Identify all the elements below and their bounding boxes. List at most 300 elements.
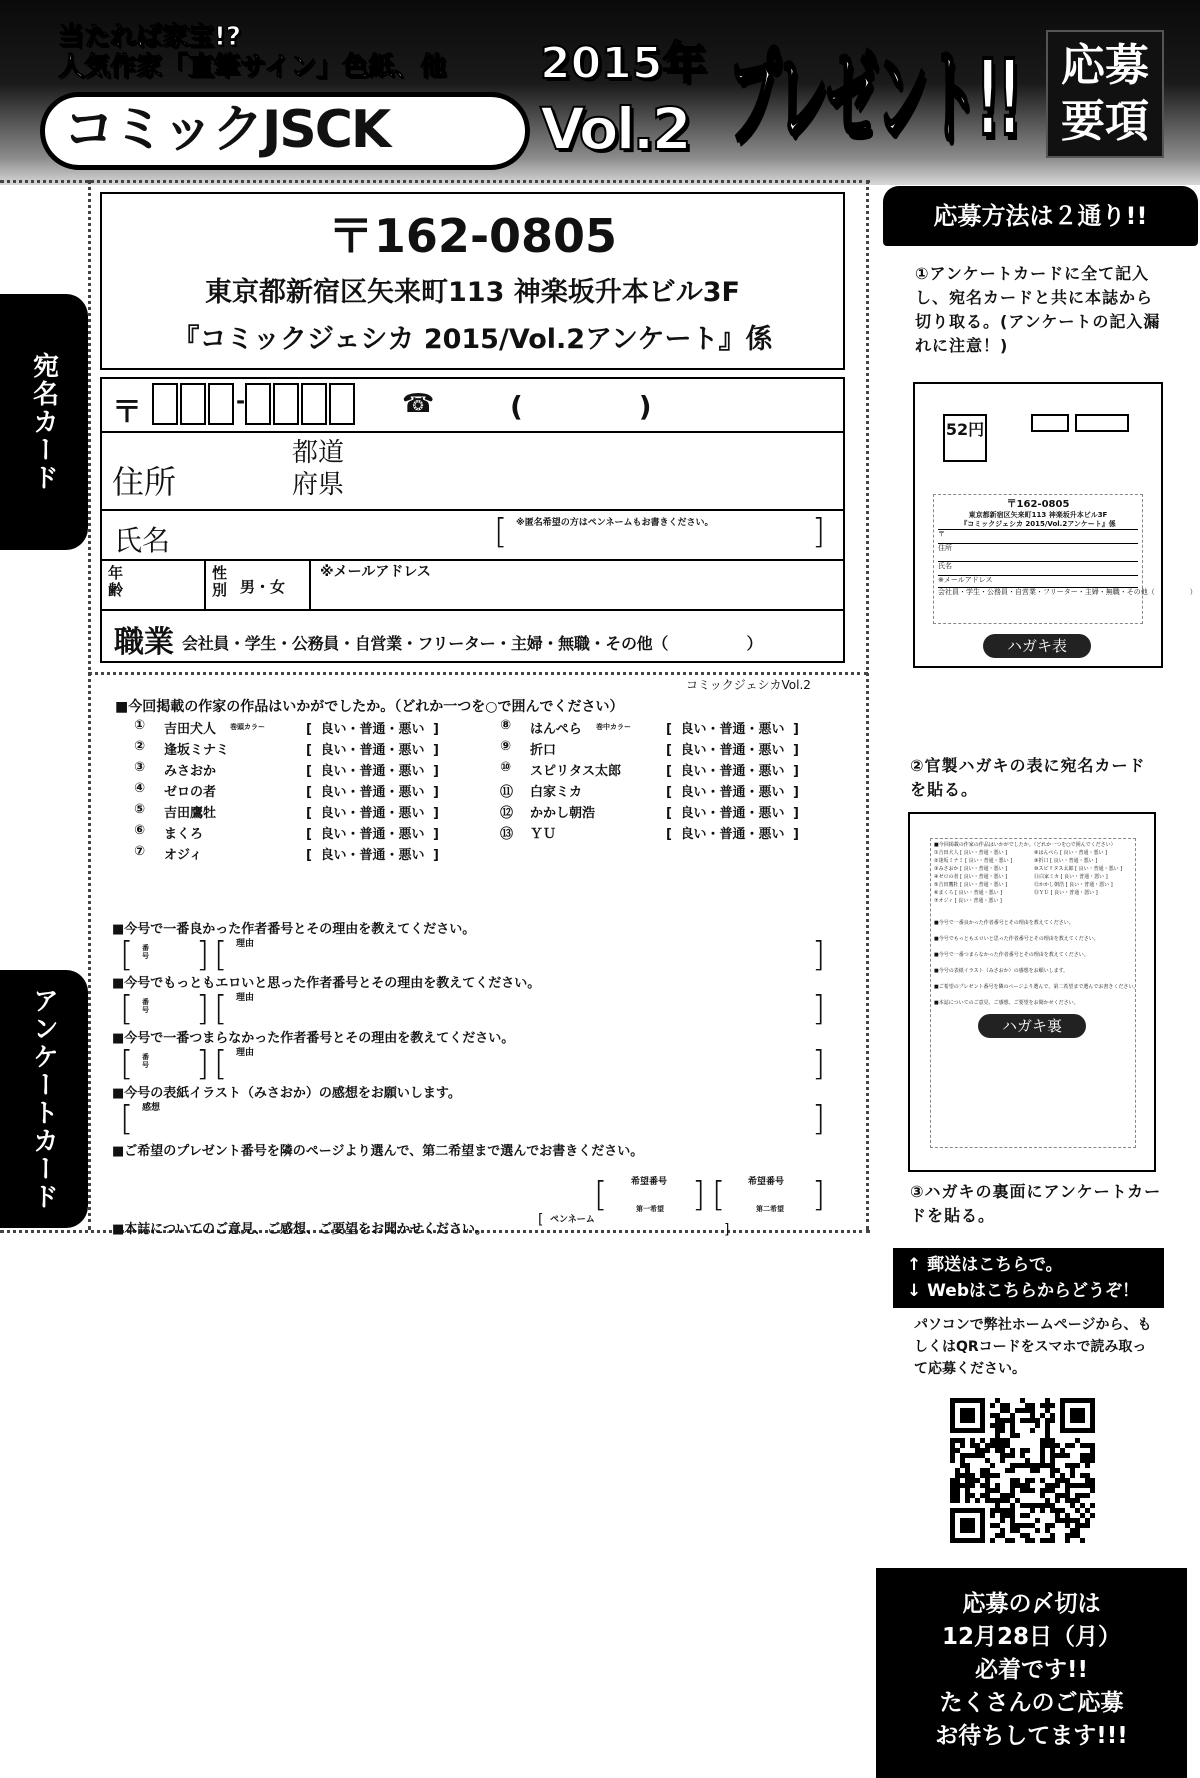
address-label: 住所 xyxy=(112,463,177,501)
qr-module xyxy=(1085,1523,1090,1528)
rating-options[interactable]: [ 良い・普通・悪い ] xyxy=(666,743,799,758)
author-name: 白家ミカ xyxy=(530,785,583,800)
qr-module xyxy=(1080,1513,1085,1518)
qr-module xyxy=(995,1433,1000,1438)
address-zip: 〒162-0805 xyxy=(327,209,618,263)
qr-module xyxy=(1050,1463,1055,1468)
qr-module xyxy=(1010,1428,1015,1433)
qr-module xyxy=(1050,1538,1055,1543)
qr-module xyxy=(1065,1498,1070,1503)
qr-module xyxy=(1055,1513,1060,1518)
qr-module xyxy=(1045,1408,1050,1413)
author-number-input[interactable] xyxy=(154,1047,192,1081)
author-name: 吉田犬人 xyxy=(164,722,217,737)
qr-module xyxy=(955,1498,960,1503)
qr-module xyxy=(985,1493,990,1498)
number-label: 番号 xyxy=(142,944,149,960)
bracket-open: [ xyxy=(214,935,228,975)
qr-module xyxy=(995,1413,1000,1418)
qr-module xyxy=(1045,1523,1050,1528)
qr-module xyxy=(1025,1463,1030,1468)
qr-module xyxy=(1065,1513,1070,1518)
mini-zip xyxy=(1075,414,1129,432)
qr-module xyxy=(1045,1403,1050,1408)
methods-title: 応募方法は２通り!! xyxy=(883,186,1198,246)
qr-module xyxy=(1030,1508,1035,1513)
qr-module xyxy=(1070,1463,1075,1468)
qr-module xyxy=(1040,1478,1045,1483)
qr-module xyxy=(1010,1513,1015,1518)
qr-module xyxy=(1005,1403,1010,1408)
rating-options[interactable]: [ 良い・普通・悪い ] xyxy=(666,785,799,800)
author-name: ゼロの者 xyxy=(164,785,217,800)
rating-options[interactable]: [ 良い・普通・悪い ] xyxy=(306,827,439,842)
qr-module xyxy=(1070,1528,1075,1533)
qr-module xyxy=(960,1458,965,1463)
qr-module xyxy=(980,1493,985,1498)
qr-module xyxy=(1080,1443,1085,1448)
qr-code[interactable] xyxy=(950,1398,1095,1543)
name-label: 氏名 xyxy=(114,524,171,557)
qr-module xyxy=(985,1498,990,1503)
reason-input[interactable] xyxy=(236,1059,806,1081)
rating-options[interactable]: [ 良い・普通・悪い ] xyxy=(306,806,439,821)
header-present: プレゼント!! xyxy=(728,40,1020,160)
qr-module xyxy=(960,1518,975,1533)
qr-module xyxy=(1075,1523,1080,1528)
qr-module xyxy=(1050,1448,1055,1453)
bracket-open: [ xyxy=(594,1175,608,1215)
mini-author: ⑥まくろ [ 良い・普通・悪い ] xyxy=(934,890,1003,896)
web-line: ↓ Webはこちらからどうぞ！ xyxy=(907,1281,1140,1301)
mini-question: ■ご希望のプレゼント番号を隣のページより選んで、第二希望まで選んでお書きください。 xyxy=(934,984,1139,990)
qr-module xyxy=(1090,1448,1095,1453)
qr-module xyxy=(960,1443,965,1448)
qr-module xyxy=(1090,1503,1095,1508)
author-number: ④ xyxy=(134,781,146,796)
bracket-open: [ xyxy=(538,1212,544,1228)
qr-module xyxy=(990,1538,995,1543)
qr-module xyxy=(955,1473,960,1478)
qr-module xyxy=(1045,1538,1050,1543)
age-input[interactable] xyxy=(102,559,204,609)
cut-line xyxy=(0,180,870,183)
mini-author: ③みさおか [ 良い・普通・悪い ] xyxy=(934,866,1008,872)
bracket-open: [ xyxy=(120,1044,134,1084)
qr-module xyxy=(950,1498,955,1503)
qr-module xyxy=(1055,1483,1060,1488)
qr-module xyxy=(1000,1418,1005,1423)
qr-module xyxy=(995,1483,1000,1488)
qr-module xyxy=(1080,1538,1085,1543)
address-input[interactable] xyxy=(102,431,843,511)
qr-module xyxy=(1040,1403,1045,1408)
qr-module xyxy=(1045,1463,1050,1468)
author-number: ② xyxy=(134,739,146,754)
qr-module xyxy=(1085,1508,1090,1513)
qr-module xyxy=(1010,1478,1015,1483)
qr-module xyxy=(1040,1508,1045,1513)
first-wish-input[interactable] xyxy=(610,1170,690,1218)
mini-author: ①吉田犬人 [ 良い・普通・悪い ] xyxy=(934,850,1008,856)
qr-module xyxy=(1010,1483,1015,1488)
qr-module xyxy=(1000,1508,1005,1513)
qr-module xyxy=(1040,1448,1045,1453)
qr-module xyxy=(1040,1413,1045,1418)
qr-module xyxy=(980,1438,985,1443)
qr-module xyxy=(1075,1518,1080,1523)
qr-module xyxy=(1090,1478,1095,1483)
qr-module xyxy=(1040,1538,1045,1543)
postcard-back-illustration xyxy=(908,812,1156,1172)
zip-mark: 〒 xyxy=(112,395,142,430)
penname-input[interactable] xyxy=(550,1222,720,1236)
qr-module xyxy=(1040,1453,1045,1458)
qr-module xyxy=(995,1418,1000,1423)
qr-module xyxy=(1060,1473,1065,1478)
qr-module xyxy=(1055,1478,1060,1483)
bracket-close: ] xyxy=(812,512,826,552)
qr-module xyxy=(1025,1478,1030,1483)
qr-module xyxy=(1025,1418,1030,1423)
qr-module xyxy=(995,1438,1000,1443)
qr-module xyxy=(1000,1408,1005,1413)
author-number: ⑫ xyxy=(500,806,514,821)
author-number: ⑪ xyxy=(500,785,514,800)
author-number: ③ xyxy=(134,760,146,775)
question-cover: ■今号の表紙イラスト（みさおか）の感想をお願いします。 xyxy=(112,1086,461,1101)
author-name: かかし朝浩 xyxy=(530,806,596,821)
qr-module xyxy=(1010,1528,1015,1533)
qr-module xyxy=(995,1423,1000,1428)
qr-module xyxy=(1045,1443,1050,1448)
deadline-line: お待ちしてます!!! xyxy=(935,1723,1128,1749)
mini-author: ⑤吉田鷹牡 [ 良い・普通・悪い ] xyxy=(934,882,1008,888)
qr-module xyxy=(1000,1498,1005,1503)
qr-module xyxy=(1000,1458,1005,1463)
qr-module xyxy=(1080,1493,1085,1498)
qr-module xyxy=(990,1488,995,1493)
qr-module xyxy=(1075,1438,1080,1443)
bracket-close: ] xyxy=(196,935,210,975)
author-number-input[interactable] xyxy=(154,992,192,1026)
qr-module xyxy=(1005,1538,1010,1543)
postcard-back-label: ハガキ裏 xyxy=(978,1014,1086,1038)
rating-options[interactable]: [ 良い・普通・悪い ] xyxy=(666,806,799,821)
qr-module xyxy=(1075,1498,1080,1503)
author-note: 巻頭カラー xyxy=(230,723,265,731)
qr-module xyxy=(955,1488,960,1493)
qr-module xyxy=(965,1483,970,1488)
qr-module xyxy=(1030,1428,1035,1433)
sex-label: 性別 xyxy=(212,564,228,599)
qr-module xyxy=(1090,1488,1095,1493)
qr-module xyxy=(1050,1468,1055,1473)
qr-module xyxy=(1045,1418,1050,1423)
qr-module xyxy=(1055,1443,1060,1448)
qr-module xyxy=(1000,1453,1005,1458)
qr-module xyxy=(1005,1508,1010,1513)
qr-module xyxy=(995,1443,1000,1448)
wish-label-1: 希望番号 xyxy=(631,1177,668,1187)
qr-module xyxy=(955,1493,960,1498)
qr-module xyxy=(1090,1458,1095,1463)
zip-input[interactable] xyxy=(152,383,357,425)
rating-options[interactable]: [ 良い・普通・悪い ] xyxy=(306,743,439,758)
reason-label: 理由 xyxy=(236,939,255,949)
qr-module xyxy=(950,1443,955,1448)
qr-module xyxy=(1025,1533,1030,1538)
author-name: 逢坂ミナミ xyxy=(164,743,230,758)
qr-module xyxy=(985,1443,990,1448)
sex-options[interactable]: 男・女 xyxy=(240,578,286,596)
stamp-box: 52円 xyxy=(943,414,987,462)
qr-module xyxy=(990,1513,995,1518)
deadline-line: 応募の〆切は xyxy=(962,1591,1101,1617)
qr-module xyxy=(1040,1463,1045,1468)
qr-module xyxy=(1015,1528,1020,1533)
qr-module xyxy=(1055,1493,1060,1498)
qr-module xyxy=(1050,1413,1055,1418)
cut-line xyxy=(866,180,869,1230)
qr-module xyxy=(965,1498,970,1503)
present-question: ■ご希望のプレゼント番号を隣のページより選んで、第二希望まで選んでお書きください。 xyxy=(112,1144,644,1159)
qr-module xyxy=(1085,1483,1090,1488)
qr-module xyxy=(990,1498,995,1503)
qr-module xyxy=(1060,1518,1065,1523)
postcard-front-illustration xyxy=(913,382,1197,668)
qr-module xyxy=(990,1508,995,1513)
qr-module xyxy=(995,1488,1000,1493)
reason-input[interactable] xyxy=(236,1004,806,1026)
qr-module xyxy=(1030,1408,1035,1413)
qr-module xyxy=(1085,1443,1090,1448)
qr-module xyxy=(950,1448,955,1453)
qr-module xyxy=(1005,1408,1010,1413)
author-number-input[interactable] xyxy=(154,938,192,972)
qr-module xyxy=(995,1473,1000,1478)
qr-module xyxy=(1030,1478,1035,1483)
author-number: ⑦ xyxy=(134,844,146,859)
author-name: はんぺら xyxy=(530,722,582,737)
rating-options[interactable]: [ 良い・普通・悪い ] xyxy=(306,722,439,737)
qr-module xyxy=(1015,1478,1020,1483)
qr-module xyxy=(955,1483,960,1488)
qr-module xyxy=(1045,1423,1050,1428)
second-wish-label: 第二希望 xyxy=(756,1205,784,1213)
qr-module xyxy=(1065,1518,1070,1523)
author-name: ＹＵ xyxy=(530,827,557,842)
qr-module xyxy=(1050,1488,1055,1493)
header-vol: Vol.2 xyxy=(540,95,689,163)
qr-module xyxy=(950,1453,955,1458)
qr-module xyxy=(1045,1433,1050,1438)
qr-module xyxy=(1090,1453,1095,1458)
qr-module xyxy=(1085,1463,1090,1468)
age-label: 年齢 xyxy=(108,564,124,599)
step-1-text: ①アンケートカードに全て記入し、宛名カードと共に本誌から切り取る。(アンケートの記入漏れに注意！) xyxy=(915,264,1161,355)
second-wish-input[interactable] xyxy=(728,1170,810,1218)
qr-module xyxy=(950,1483,955,1488)
apply-guidelines-box: 応募要項 xyxy=(1046,30,1164,158)
bracket-close: ] xyxy=(812,1175,826,1215)
qr-module xyxy=(1030,1523,1035,1528)
qr-module xyxy=(1005,1438,1010,1443)
qr-module xyxy=(990,1403,995,1408)
qr-module xyxy=(1080,1453,1085,1458)
magazine-label: コミックジェシカVol.2 xyxy=(686,678,811,692)
mini-question: ■今回掲載の作家の作品はいかがでしたか。（どれか一つを○で囲んでください） xyxy=(934,842,1116,848)
qr-module xyxy=(1030,1463,1035,1468)
question-worst: ■今号で一番つまらなかった作者番号とその理由を教えてください。 xyxy=(112,1031,515,1046)
penname-note: ※匿名希望の方はペンネームもお書きください。 xyxy=(516,518,714,528)
qr-module xyxy=(950,1478,955,1483)
qr-module xyxy=(1005,1443,1010,1448)
impression-label: 感想 xyxy=(142,1103,161,1113)
qr-module xyxy=(1010,1503,1015,1508)
qr-module xyxy=(1020,1418,1025,1423)
name-input[interactable] xyxy=(102,509,843,559)
qr-module xyxy=(1000,1528,1005,1533)
mini-author: ⑫かかし朝浩 [ 良い・普通・悪い ] xyxy=(1034,882,1113,888)
postcard-front-label: ハガキ表 xyxy=(983,634,1091,658)
qr-module xyxy=(1000,1428,1005,1433)
qr-module xyxy=(1070,1473,1075,1478)
qr-module xyxy=(985,1473,990,1478)
qr-module xyxy=(1030,1418,1035,1423)
qr-module xyxy=(950,1438,955,1443)
qr-module xyxy=(1000,1513,1005,1518)
qr-module xyxy=(995,1533,1000,1538)
qr-module xyxy=(1010,1433,1015,1438)
mini-author: ②逢坂ミナミ [ 良い・普通・悪い ] xyxy=(934,858,1013,864)
author-number: ⑧ xyxy=(500,718,512,733)
qr-module xyxy=(1065,1523,1070,1528)
qr-module xyxy=(1010,1453,1015,1458)
qr-module xyxy=(1050,1458,1055,1463)
qr-module xyxy=(1010,1418,1015,1423)
qr-module xyxy=(1090,1443,1095,1448)
qr-module xyxy=(1025,1448,1030,1453)
qr-module xyxy=(955,1478,960,1483)
author-number: ⑩ xyxy=(500,760,512,775)
qr-module xyxy=(970,1443,975,1448)
qr-module xyxy=(1045,1483,1050,1488)
qr-module xyxy=(1020,1503,1025,1508)
qr-module xyxy=(1080,1523,1085,1528)
qr-module xyxy=(965,1493,970,1498)
rating-options[interactable]: [ 良い・普通・悪い ] xyxy=(666,722,799,737)
phone-input[interactable]: ( ) xyxy=(510,390,672,423)
qr-module xyxy=(1045,1438,1050,1443)
number-label: 番号 xyxy=(142,998,149,1014)
qr-module xyxy=(985,1483,990,1488)
bracket-close: ] xyxy=(812,989,826,1029)
tab-survey-card: アンケートカード xyxy=(0,970,88,1228)
qr-module xyxy=(1030,1468,1035,1473)
qr-module xyxy=(1065,1463,1070,1468)
qr-module xyxy=(1030,1503,1035,1508)
qr-module xyxy=(1065,1538,1070,1543)
bracket-close: ] xyxy=(812,1044,826,1084)
qr-module xyxy=(1020,1488,1025,1493)
qr-module xyxy=(1000,1403,1005,1408)
rating-options[interactable]: [ 良い・普通・悪い ] xyxy=(306,764,439,779)
qr-module xyxy=(975,1478,980,1483)
qr-module xyxy=(1050,1438,1055,1443)
qr-module xyxy=(1050,1453,1055,1458)
qr-module xyxy=(1070,1518,1075,1523)
qr-module xyxy=(1020,1513,1025,1518)
qr-module xyxy=(1010,1538,1015,1543)
question-erotic: ■今号でもっともエロいと思った作者番号とその理由を教えてください。 xyxy=(112,976,541,991)
rating-options[interactable]: [ 良い・普通・悪い ] xyxy=(306,848,439,863)
qr-module xyxy=(1035,1518,1040,1523)
qr-module xyxy=(1070,1503,1075,1508)
qr-module xyxy=(990,1443,995,1448)
rating-options[interactable]: [ 良い・普通・悪い ] xyxy=(666,764,799,779)
email-input[interactable] xyxy=(311,559,845,609)
deadline-line: たくさんのご応募 xyxy=(939,1690,1124,1716)
author-number: ⑨ xyxy=(500,739,512,754)
qr-module xyxy=(1030,1403,1035,1408)
qr-module xyxy=(1085,1518,1090,1523)
bracket-open: [ xyxy=(214,1044,228,1084)
reason-input[interactable] xyxy=(236,950,806,972)
qr-module xyxy=(975,1448,980,1453)
qr-module xyxy=(965,1468,970,1473)
mini-author: ⑦オジィ [ 良い・普通・悪い ] xyxy=(934,898,1002,904)
rating-options[interactable]: [ 良い・普通・悪い ] xyxy=(666,827,799,842)
mini-author: ④ゼロの者 [ 良い・普通・悪い ] xyxy=(934,874,1008,880)
qr-module xyxy=(1020,1483,1025,1488)
qr-module xyxy=(970,1438,975,1443)
opinion-question: ■本誌についてのご意見、ご感想、ご要望をお聞かせください。 xyxy=(112,1222,489,1237)
mini-author: ⑪白家ミカ [ 良い・普通・悪い ] xyxy=(1034,874,1108,880)
qr-module xyxy=(990,1438,995,1443)
qr-module xyxy=(970,1493,975,1498)
qr-module xyxy=(1075,1533,1080,1538)
qr-module xyxy=(1030,1413,1035,1418)
qr-module xyxy=(970,1473,975,1478)
impression-input[interactable] xyxy=(142,1114,806,1136)
job-options[interactable]: 会社員・学生・公務員・自営業・フリーター・主婦・無職・その他（ ） xyxy=(182,634,763,653)
address-line-2: 『コミックジェシカ 2015/Vol.2アンケート』係 xyxy=(172,324,773,355)
author-name: 折口 xyxy=(530,743,557,758)
qr-module xyxy=(1025,1523,1030,1528)
author-note: 巻中カラー xyxy=(596,723,631,731)
qr-module xyxy=(1055,1468,1060,1473)
qr-module xyxy=(1050,1533,1055,1538)
qr-module xyxy=(985,1478,990,1483)
mini-author: ⑧はんぺら [ 良い・普通・悪い ] xyxy=(1034,850,1108,856)
qr-module xyxy=(965,1478,970,1483)
mini-question: ■今号の表紙イラスト（みさおか）の感想をお願いします。 xyxy=(934,968,1069,974)
qr-module xyxy=(1070,1443,1075,1448)
qr-module xyxy=(950,1488,955,1493)
qr-module xyxy=(1000,1443,1005,1448)
qr-module xyxy=(1055,1453,1060,1458)
mini-question: ■今号で一番つまらなかった作者番号とその理由を教えてください。 xyxy=(934,952,1089,958)
job-label: 職業 xyxy=(114,625,174,660)
deadline-line: 必着です!! xyxy=(975,1657,1088,1683)
qr-module xyxy=(1035,1423,1040,1428)
qr-module xyxy=(1020,1448,1025,1453)
mini-question: ■今号でもっともエロいと思った作者番号とその理由を教えてください。 xyxy=(934,936,1099,942)
qr-module xyxy=(1045,1398,1050,1403)
rating-options[interactable]: [ 良い・普通・悪い ] xyxy=(306,785,439,800)
bracket-close: ] xyxy=(812,935,826,975)
